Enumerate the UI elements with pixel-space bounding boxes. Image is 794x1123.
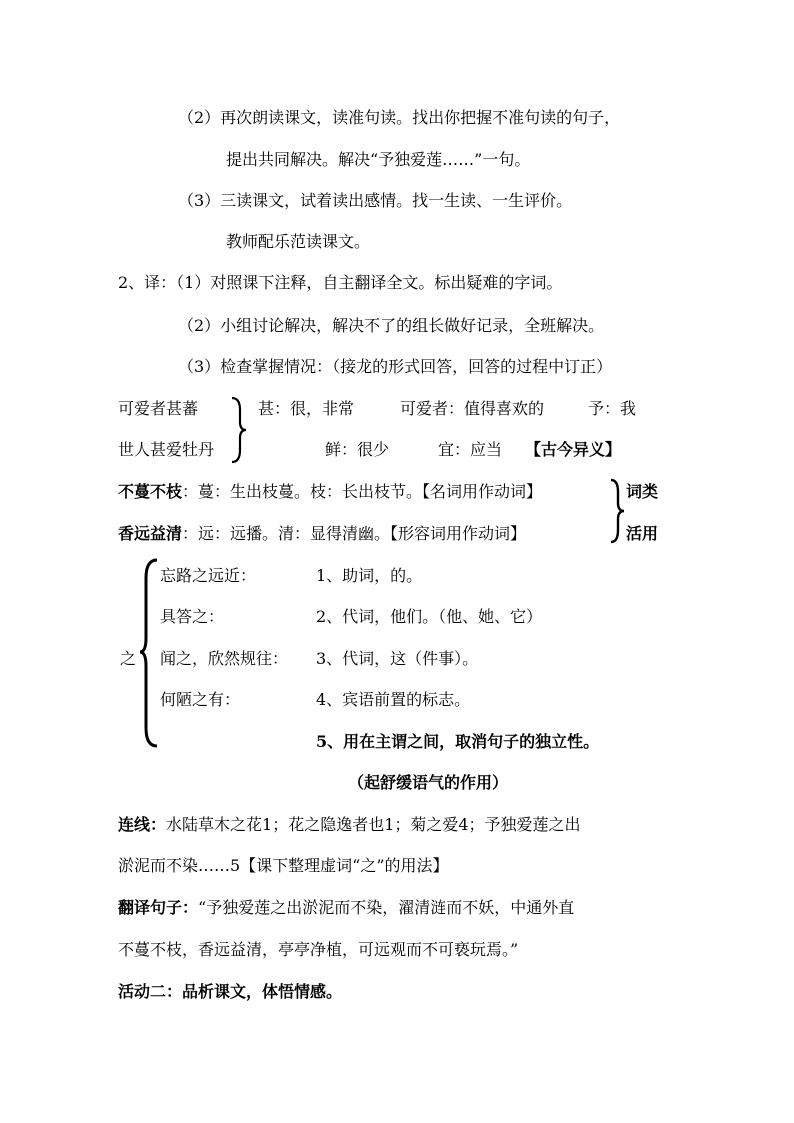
ancient-modern-tag: 【古今异义】 (525, 440, 622, 459)
zhi-example-3: 闻之，欣然规往： (160, 649, 289, 668)
wordclass-line-2 (118, 524, 526, 544)
activity-heading: 活动二：品析课文，体悟情感。 (118, 982, 343, 1001)
connect-label: 连线： (118, 815, 167, 834)
zhi-example-2: 具答之： (160, 607, 225, 626)
teacher-reading: 教师配乐范读课文。 (226, 232, 371, 251)
translate-line-1 (118, 898, 574, 918)
translate-label: 翻译句子： (118, 898, 199, 917)
wordclass-phrase-2: 香远益清 (118, 524, 183, 543)
zhi-meaning-1: 1、助词，的。 (316, 566, 423, 585)
translate-line-2: 不蔓不枝，香远益清，亭亭净植，可远观而不可亵玩焉。” (118, 940, 519, 959)
zhi-example-4: 何陋之有： (160, 690, 241, 709)
zhi-meaning-4: 4、宾语前置的标志。 (316, 690, 471, 709)
wordclass-tag-1: 词类 (626, 482, 659, 501)
translate-text-1: “予独爱莲之出淤泥而不染，濯清涟而不妖，中通外直 (198, 898, 575, 917)
zhi-meaning-3: 3、代词，这（件事）。 (316, 649, 479, 668)
connect-line-1 (118, 815, 581, 835)
translate-step-1: 2、译：（1）对照课下注释，自主翻译全文。标出疑难的字词。 (118, 273, 563, 292)
meaning-shen: 甚：很，非常 (258, 399, 355, 418)
wordclass-explain-1: ：蔓：生出枝蔓。枝：长出枝节。【名词用作动词】 (182, 482, 543, 501)
reading-step-2-line2: 提出共同解决。解决“予独爱莲……”一句。 (226, 150, 531, 169)
right-brace-icon (228, 396, 248, 464)
translate-step-3: （3）检查掌握情况：（接龙的形式回答，回答的过程中订正） (178, 357, 613, 376)
zhi-character: 之 (120, 649, 137, 668)
wordclass-explain-2: ：远：远播。清：显得清幽。【形容词用作动词】 (182, 524, 527, 543)
ancient-sentence-2: 世人甚爱牡丹 (118, 440, 215, 459)
connect-text-1: 水陆草木之花1；花之隐逸者也1；菊之爱4；予独爱莲之出 (166, 815, 581, 834)
meaning-keaizhe: 可爱者：值得喜欢的 (400, 399, 545, 418)
wordclass-line-1 (118, 482, 542, 502)
ancient-sentence-1: 可爱者甚蕃 (118, 399, 199, 418)
zhi-note: （起舒缓语气的作用） (348, 773, 509, 792)
reading-step-3: （3）三读课文，试着读出感情。找一生读、一生评价。 (178, 191, 573, 210)
meaning-yi: 宜：应当 (438, 440, 503, 459)
wordclass-tag-2: 活用 (626, 524, 659, 543)
right-brace-icon (608, 478, 626, 544)
meaning-xian: 鲜：很少 (325, 440, 390, 459)
zhi-meaning-5: 5、用在主谓之间，取消句子的独立性。 (316, 732, 600, 751)
zhi-meaning-2: 2、代词，他们。（他、她、它） (316, 607, 543, 626)
translate-step-2: （2）小组讨论解决，解决不了的组长做好记录，全班解决。 (178, 316, 605, 335)
reading-step-2-line1: （2）再次朗读课文，读准句读。找出你把握不准句读的句子， (178, 108, 621, 127)
wordclass-phrase-1: 不蔓不枝 (118, 482, 183, 501)
meaning-yu: 予：我 (588, 399, 637, 418)
left-brace-icon (138, 558, 160, 748)
connect-line-2: 淤泥而不染……5【课下整理虚词“之”的用法】 (118, 856, 449, 875)
zhi-example-1: 忘路之远近： (160, 566, 257, 585)
